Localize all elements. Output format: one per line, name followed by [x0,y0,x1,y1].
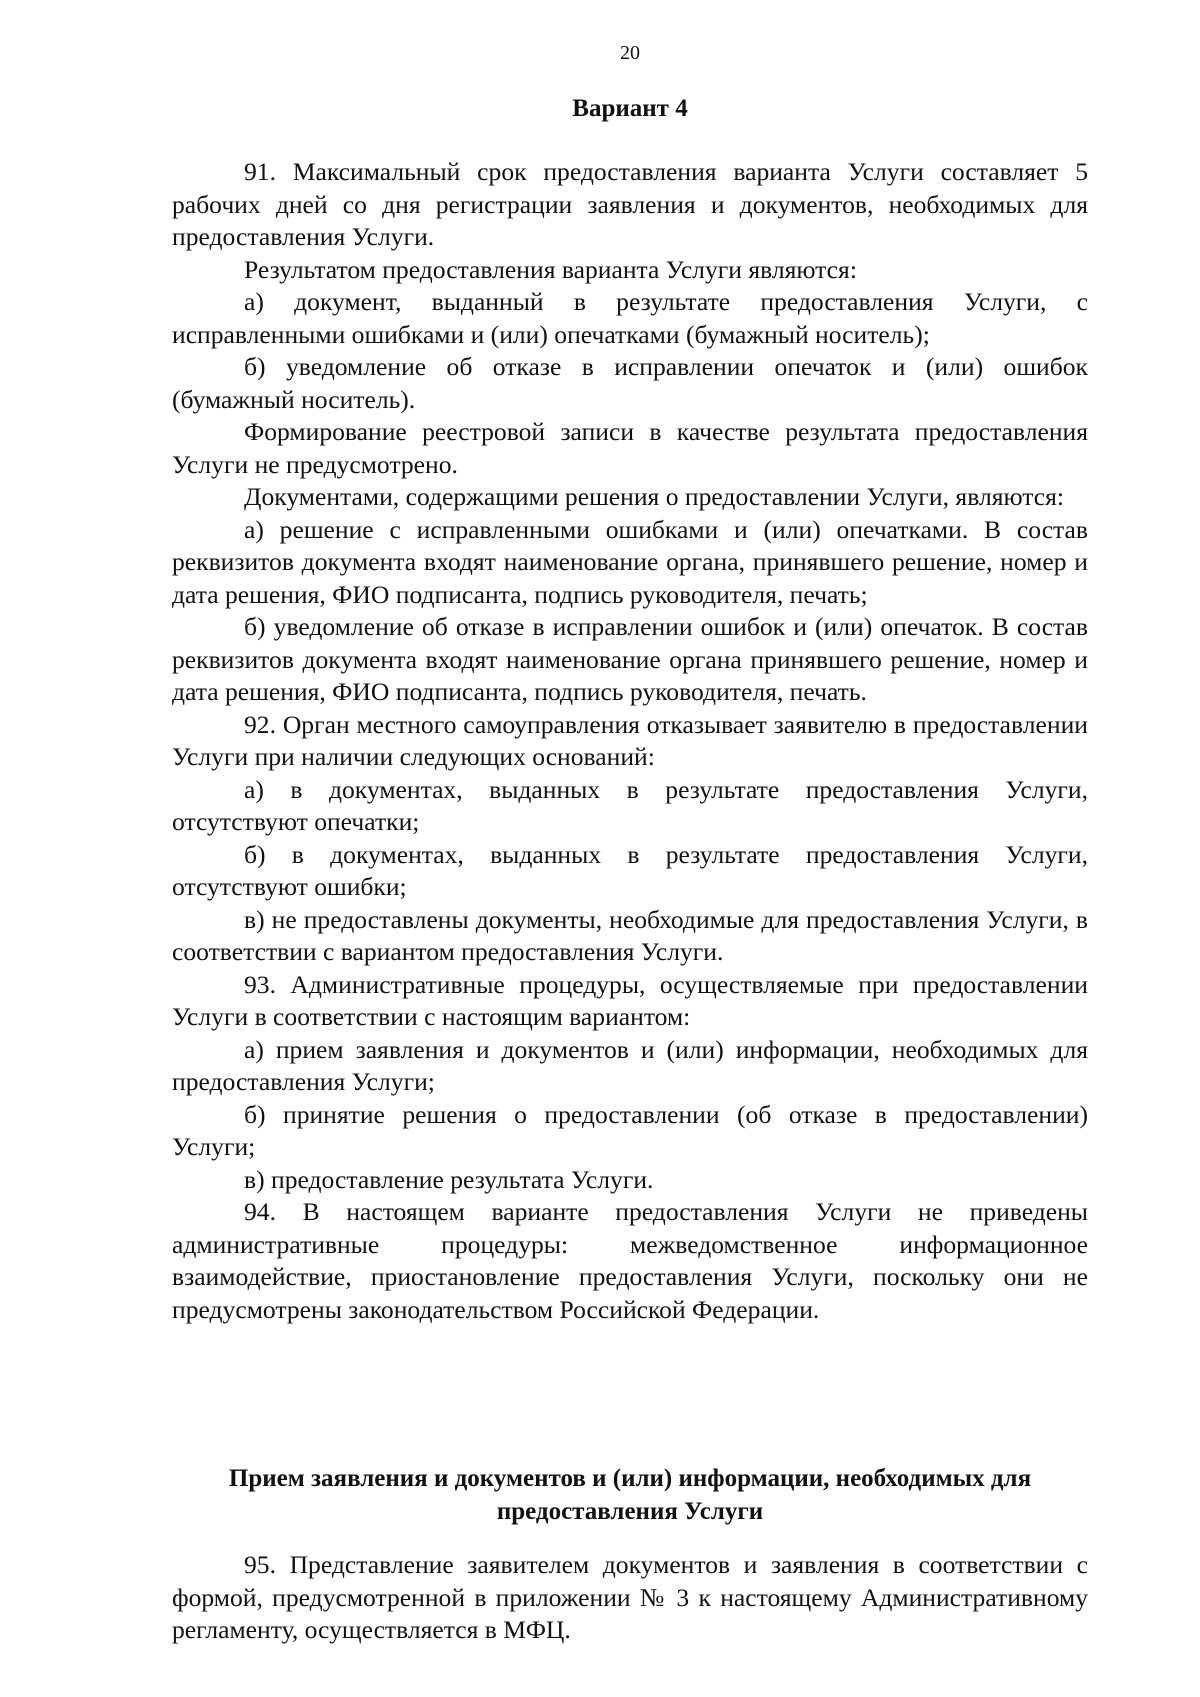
paragraph: Результатом предоставления варианта Услуги являются: [244,254,857,284]
section-heading: Прием заявления и документов и (или) информации, необходимых для предоставления Услуги [228,1465,1032,1525]
paragraph: б) принятие решения о предоставлении (об отказе в предоставлении) Услуги; [172,1099,1088,1161]
paragraph: Документами, содержащими решения о предоставлении Услуги, являются: [244,482,1065,511]
body-text-final [172,1549,1088,1647]
paragraph: б) уведомление об отказе в исправлении ошибок и (или) опечаток. В состав реквизитов документа входят наименование органа принявшего решение, номер и дата решения, ФИО подписанта, подпись руководителя, печать. [172,612,1088,706]
variant-heading: Вариант 4 [572,95,688,122]
paragraph: а) прием заявления и документов и (или) информации, необходимых для предоставления Услуги; [172,1034,1088,1096]
page-number: 20 [620,42,640,64]
paragraph: а) документ, выданный в результате предоставления Услуги, с исправленными ошибками и (или) опечатками (бумажный носитель); [172,287,1088,349]
paragraph: 92. Орган местного самоуправления отказывает заявителю в предоставлении Услуги при наличии следующих оснований: [172,709,1088,771]
paragraph: б) уведомление об отказе в исправлении опечаток и (или) ошибок (бумажный носитель). [172,352,1088,414]
paragraph: 91. Максимальный срок предоставления варианта Услуги составляет 5 рабочих дней со дня регистрации заявления и документов, необходимых для предоставления Услуги. [172,157,1088,251]
body-text [172,156,1088,1326]
paragraph: Формирование реестровой записи в качестве результата предоставления Услуги не предусмотрено. [172,417,1088,479]
paragraph: а) в документах, выданных в результате предоставления Услуги, отсутствуют опечатки; [172,774,1088,836]
paragraph: в) не предоставлены документы, необходимые для предоставления Услуги, в соответствии с вариантом предоставления Услуги. [172,904,1088,966]
paragraph: а) решение с исправленными ошибками и (или) опечатками. В состав реквизитов документа входят наименование органа, принявшего решение, номер и дата решения, ФИО подписанта, подпись руководителя, печать; [172,514,1088,609]
paragraph: б) в документах, выданных в результате предоставления Услуги, отсутствуют ошибки; [172,839,1088,901]
paragraph: в) предоставление результата Услуги. [244,1164,654,1194]
paragraph: 94. В настоящем варианте предоставления Услуги не приведены административные процедуры: межведомственное информационное взаимодействие, приостановление предоставления Услуги, поскольку они не предусмотрены законодательством Российской Федерации. [172,1197,1088,1324]
paragraph: 95. Представление заявителем документов и заявления в соответствии с формой, предусмотренной в приложении № 3 к настоящему Административному регламенту, осуществляется в МФЦ. [172,1550,1088,1644]
paragraph: 93. Административные процедуры, осуществляемые при предоставлении Услуги в соответствии с настоящим вариантом: [172,969,1088,1031]
